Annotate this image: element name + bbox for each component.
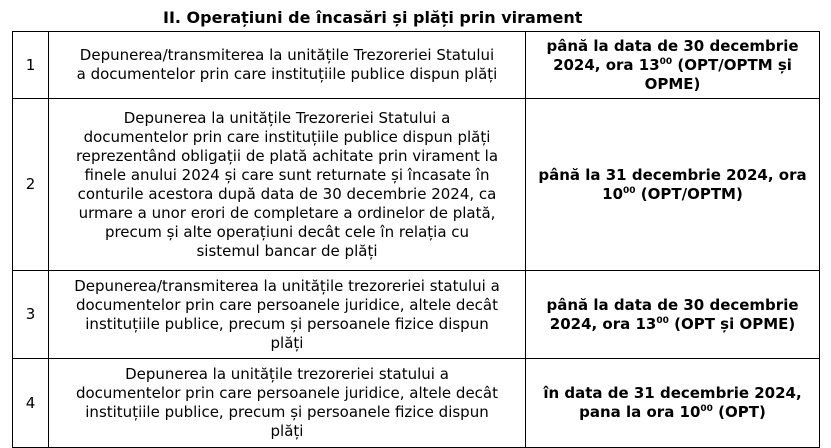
description-line: documentelor prin care instituțiile publice dispun plăți [83,127,491,146]
deadline-text: (OPT) [712,403,766,421]
description-line: plăți [270,333,304,352]
description-line: Depunerea la unitățile trezoreriei statului a [125,365,449,383]
description-line: reprezentând obligații de plată achitate prin virament la [75,146,499,165]
row-number: 1 [13,32,49,99]
description-line: finele anului 2024 și care sunt returnate și încasate în [84,165,490,184]
deadline-line [530,315,815,334]
description-line: instituțiile publice, precum și persoanele fizice dispun [85,403,489,421]
deadline-line [530,56,815,75]
description-line: documentelor prin care persoanele juridice, altele decât [75,295,498,314]
deadline-text: 10 [602,184,624,203]
operation-description [49,32,526,99]
description-line: conturile acestora după data de 30 decembrie 2024, ca [77,184,497,203]
deadline-line: până la data de 30 decembrie [546,36,799,55]
description-line: sistemul bancar de plăți [196,241,378,260]
row-number: 3 [13,271,49,359]
operation-description [49,359,526,448]
deadline-time-superscript: 00 [623,185,636,196]
deadline-cell [526,271,820,359]
description-line: documentelor prin care persoanele juridice, altele decât [75,384,498,402]
description-line: Depunerea/transmiterea la unitățile trezoreriei statului a [74,276,500,295]
description-line: Depunerea/transmiterea la unitățile Trezoreriei Statului [79,46,495,64]
section-title: II. Operațiuni de încasări și plăți prin virament [163,8,583,27]
description-line: precum și alte operațiuni decât cele în relația cu [104,222,470,241]
table-row [13,359,820,448]
deadline-line: până la data de 30 decembrie [546,295,799,314]
row-number: 2 [13,99,49,271]
deadline-text: (OPT și OPME) [668,314,796,333]
description-line: a documentelor prin care instituțiile publice dispun plăți [76,65,498,83]
row-number: 4 [13,359,49,448]
operations-table [12,31,820,448]
deadline-time-superscript: 00 [700,404,713,414]
deadline-line: în data de 31 decembrie 2024, [543,384,802,402]
deadline-cell [526,32,820,99]
description-line: urmare a unor erori de completare a ordinelor de plată, [78,203,496,222]
operation-description [49,271,526,359]
table-row [13,271,820,359]
deadline-time-superscript: 00 [656,315,669,326]
deadline-text: 2024, ora 13 [553,55,660,74]
deadline-line [530,403,815,422]
deadline-time-superscript: 00 [659,56,673,67]
deadline-line: OPME) [644,74,701,93]
table-row [13,99,820,271]
deadline-text: pana la ora 10 [579,403,701,421]
description-line: Depunerea la unitățile Trezoreriei Statului a [123,108,451,127]
deadline-text: (OPT/OPTM) [635,184,743,203]
deadline-cell [526,99,820,271]
deadline-text: (OPT/OPTM și [672,55,792,74]
deadline-text: 2024, ora 13 [549,314,657,333]
description-line: instituțiile publice, precum și persoanele fizice dispun [85,314,489,333]
deadline-line: până la 31 decembrie 2024, ora [538,165,807,184]
description-line: plăți [270,422,304,440]
deadline-line [530,185,815,204]
table-row [13,32,820,99]
operation-description [49,99,526,271]
deadline-cell [526,359,820,448]
